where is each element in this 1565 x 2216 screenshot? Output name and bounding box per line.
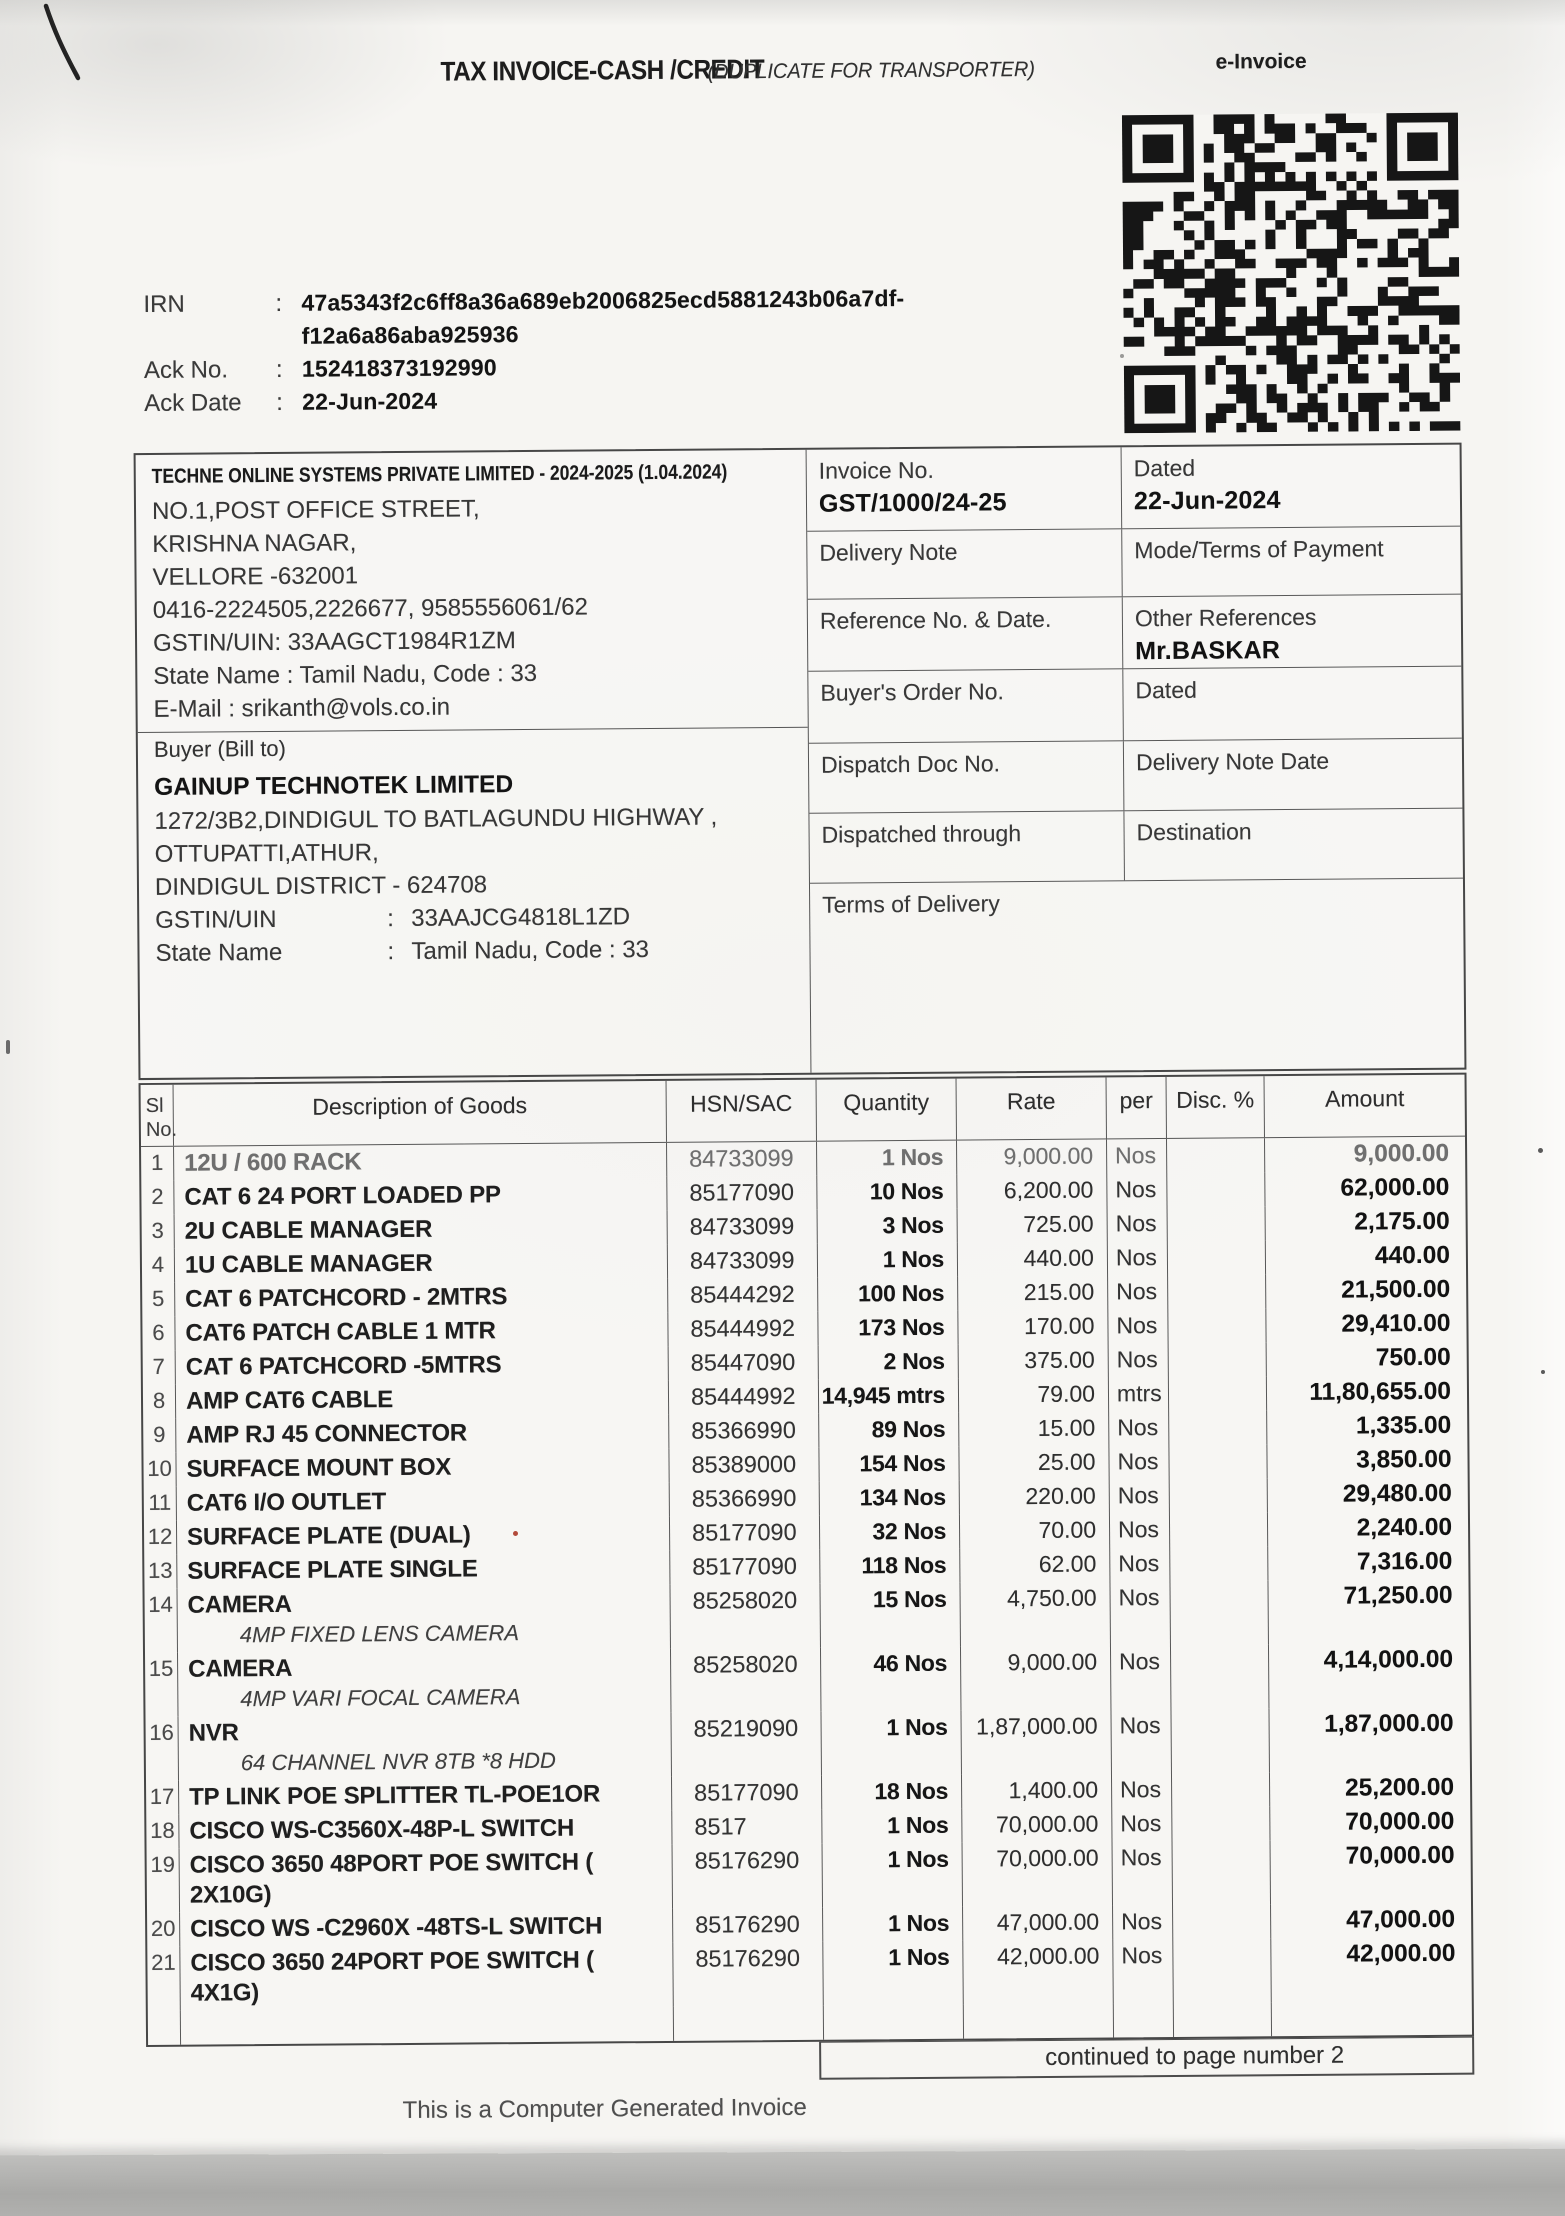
item-desc-cell: CISCO WS -C2960X -48TS-L SWITCH bbox=[180, 1909, 673, 1947]
seller-state-line: State Name : Tamil Nadu, Code : 33 bbox=[153, 659, 538, 690]
scan-speck bbox=[6, 1040, 10, 1054]
item-disc-cell bbox=[1173, 1840, 1271, 1905]
item-qty-cell: 154 Nos bbox=[819, 1447, 959, 1482]
item-rate-cell: 79.00 bbox=[959, 1377, 1109, 1412]
item-amount-cell: 29,480.00 bbox=[1342, 1479, 1452, 1508]
item-disc-cell bbox=[1171, 1644, 1269, 1709]
ack-date-label: Ack Date bbox=[144, 389, 242, 417]
terms-of-delivery-row bbox=[810, 879, 1464, 1073]
item-sl-cell: 16 bbox=[146, 1717, 180, 1781]
item-desc-cell: CAT 6 PATCHCORD - 2MTRS bbox=[175, 1279, 668, 1317]
item-disc-cell bbox=[1168, 1308, 1266, 1343]
irn-block bbox=[143, 281, 1084, 420]
buyer-gstin-label: GSTIN/UIN bbox=[155, 905, 277, 934]
item-sl-cell: 9 bbox=[143, 1419, 176, 1453]
item-rate-cell: 725.00 bbox=[958, 1207, 1108, 1242]
col-header-rate: Rate bbox=[957, 1077, 1107, 1139]
item-row bbox=[144, 1579, 1468, 1653]
scan-speck bbox=[1538, 1148, 1543, 1153]
item-qty-cell: 1 Nos bbox=[823, 1843, 963, 1908]
col-header-sl-no: Sl No. bbox=[141, 1085, 174, 1146]
item-disc-cell bbox=[1168, 1206, 1266, 1241]
item-hsn-cell: 85177090 bbox=[670, 1550, 820, 1585]
seller-gstin-line: GSTIN/UIN: 33AAGCT1984R1ZM bbox=[152, 627, 516, 657]
item-rate-cell: 1,87,000.00 bbox=[961, 1709, 1111, 1774]
seller-phone-line: 0416-2224505,2226677, 9585556061/62 bbox=[152, 593, 588, 624]
computer-generated-note: This is a Computer Generated Invoice bbox=[402, 2093, 807, 2125]
meta-row bbox=[809, 809, 1463, 884]
document-title: TAX INVOICE-CASH /CREDIT bbox=[440, 54, 765, 87]
item-rate-cell: 70,000.00 bbox=[962, 1807, 1112, 1842]
item-rate-cell: 25.00 bbox=[959, 1445, 1109, 1480]
buyer-address-line: 1272/3B2,DINDIGUL TO BATLAGUNDU HIGHWAY , bbox=[154, 803, 718, 835]
item-rate-cell: 62.00 bbox=[960, 1547, 1110, 1582]
item-per-cell: Nos bbox=[1109, 1343, 1169, 1377]
item-desc-cell: SURFACE PLATE (DUAL) bbox=[177, 1517, 670, 1555]
item-amount-cell: 47,000.00 bbox=[1346, 1905, 1456, 1934]
item-qty-cell: 18 Nos bbox=[822, 1775, 962, 1810]
terms-of-delivery-cell: Terms of Delivery bbox=[822, 890, 1000, 918]
item-sl-cell: 3 bbox=[142, 1215, 175, 1249]
mode-terms-cell: Mode/Terms of Payment bbox=[1134, 535, 1384, 564]
item-sl-cell: 11 bbox=[144, 1487, 177, 1521]
item-amount-cell: 4,14,000.00 bbox=[1323, 1645, 1454, 1674]
item-row bbox=[146, 1707, 1470, 1781]
buyer-gstin-row bbox=[155, 899, 793, 937]
col-header-disc: Disc. % bbox=[1167, 1076, 1265, 1138]
item-desc-cell: SURFACE MOUNT BOX bbox=[176, 1449, 669, 1487]
item-per-cell: mtrs bbox=[1109, 1377, 1169, 1411]
ack-date-row bbox=[144, 380, 1084, 420]
document-subtitle: (DUPLICATE FOR TRANSPORTER) bbox=[707, 57, 1036, 84]
item-amount-cell: 62,000.00 bbox=[1340, 1173, 1450, 1202]
item-per-cell: Nos bbox=[1111, 1645, 1172, 1709]
item-sl-cell: 5 bbox=[142, 1283, 175, 1317]
seller-address-line: VELLORE -632001 bbox=[152, 562, 359, 591]
item-rate-cell: 1,400.00 bbox=[962, 1773, 1112, 1808]
item-amount-cell: 7,316.00 bbox=[1356, 1547, 1453, 1576]
ack-date-value: 22-Jun-2024 bbox=[302, 387, 438, 415]
item-qty-cell: 1 Nos bbox=[823, 1941, 963, 2006]
item-qty-cell: 46 Nos bbox=[821, 1647, 961, 1712]
item-sl-cell: 21 bbox=[147, 1947, 181, 2011]
item-desc-cell: CAT 6 PATCHCORD -5MTRS bbox=[176, 1347, 669, 1385]
item-hsn-cell: 85444292 bbox=[668, 1278, 818, 1313]
item-row bbox=[145, 1643, 1469, 1717]
item-disc-cell bbox=[1170, 1546, 1268, 1581]
item-hsn-cell: 85219090 bbox=[671, 1712, 821, 1777]
item-desc-cell: CAT 6 24 PORT LOADED PP bbox=[174, 1177, 667, 1215]
item-sl-cell: 13 bbox=[144, 1555, 177, 1589]
item-rate-cell: 9,000.00 bbox=[961, 1645, 1111, 1710]
item-hsn-cell: 85177090 bbox=[670, 1516, 820, 1551]
item-amount-cell: 42,000.00 bbox=[1346, 1939, 1456, 1968]
item-disc-cell bbox=[1171, 1708, 1269, 1773]
item-rate-cell: 215.00 bbox=[958, 1275, 1108, 1310]
item-rate-cell: 70.00 bbox=[960, 1513, 1110, 1548]
item-sl-cell: 19 bbox=[147, 1849, 181, 1913]
item-qty-cell: 89 Nos bbox=[819, 1413, 959, 1448]
item-rate-cell: 4,750.00 bbox=[960, 1581, 1110, 1646]
item-amount-cell: 21,500.00 bbox=[1341, 1275, 1451, 1304]
item-per-cell: Nos bbox=[1107, 1173, 1167, 1207]
item-amount-cell: 25,200.00 bbox=[1344, 1773, 1455, 1802]
item-disc-cell bbox=[1173, 1904, 1271, 1939]
item-sl-cell: 17 bbox=[146, 1781, 179, 1815]
item-rate-cell: 47,000.00 bbox=[963, 1905, 1113, 1940]
buyer-address-line: OTTUPATTI,ATHUR, bbox=[154, 839, 379, 868]
col-header-quantity: Quantity bbox=[817, 1079, 957, 1141]
item-desc-cell: CISCO 3650 24PORT POE SWITCH ( 4X1G) bbox=[180, 1943, 673, 2011]
meta-row bbox=[809, 739, 1463, 814]
item-desc-cell: TP LINK POE SPLITTER TL-POE1OR bbox=[179, 1777, 672, 1815]
party-column bbox=[136, 450, 812, 1078]
item-disc-cell bbox=[1167, 1172, 1265, 1207]
dated-cell: Dated 22-Jun-2024 bbox=[1133, 454, 1281, 516]
item-hsn-cell: 85444992 bbox=[669, 1380, 819, 1415]
item-qty-cell: 173 Nos bbox=[818, 1311, 958, 1346]
ack-no-value: 152418373192990 bbox=[301, 354, 497, 382]
item-desc-cell: 2U CABLE MANAGER bbox=[175, 1211, 668, 1249]
item-desc-cell: CAMERA 4MP VARI FOCAL CAMERA bbox=[178, 1649, 671, 1717]
meta-row bbox=[807, 445, 1461, 532]
item-desc-cell: CAMERA 4MP FIXED LENS CAMERA bbox=[177, 1585, 670, 1653]
continued-notice: continued to page number 2 bbox=[819, 2037, 1474, 2080]
item-sl-cell: 20 bbox=[147, 1913, 180, 1947]
item-rate-cell: 15.00 bbox=[959, 1411, 1109, 1446]
items-table bbox=[139, 1073, 1475, 2047]
item-rate-cell: 375.00 bbox=[959, 1343, 1109, 1378]
item-sl-cell: 15 bbox=[145, 1653, 179, 1717]
item-hsn-cell: 85258020 bbox=[671, 1648, 821, 1713]
item-hsn-cell: 8517 bbox=[672, 1810, 822, 1845]
item-disc-cell bbox=[1169, 1376, 1267, 1411]
item-qty-cell: 1 Nos bbox=[822, 1809, 962, 1844]
reference-cell: Reference No. & Date. bbox=[808, 597, 1124, 670]
einvoice-label: e-Invoice bbox=[1215, 49, 1307, 74]
item-disc-cell bbox=[1172, 1806, 1270, 1841]
item-disc-cell bbox=[1172, 1772, 1270, 1807]
buyer-state-label: State Name bbox=[155, 938, 283, 967]
item-desc-cell: AMP CAT6 CABLE bbox=[176, 1381, 669, 1419]
items-body bbox=[141, 1137, 1472, 2045]
item-amount-cell: 1,87,000.00 bbox=[1324, 1709, 1454, 1738]
item-hsn-cell: 85176290 bbox=[673, 1942, 823, 2007]
item-desc-cell: SURFACE PLATE SINGLE bbox=[177, 1551, 670, 1589]
item-amount-cell: 2,175.00 bbox=[1354, 1207, 1450, 1236]
item-sl-cell: 4 bbox=[142, 1249, 175, 1283]
buyers-order-cell: Buyer's Order No. bbox=[808, 669, 1124, 742]
item-hsn-cell: 85444992 bbox=[668, 1312, 818, 1347]
item-hsn-cell: 85389000 bbox=[669, 1448, 819, 1483]
colon-separator: : bbox=[387, 905, 395, 933]
irn-label: IRN bbox=[143, 290, 185, 319]
item-row bbox=[147, 1839, 1471, 1913]
item-sl-cell: 2 bbox=[141, 1181, 174, 1215]
item-sl-cell: 18 bbox=[146, 1815, 179, 1849]
item-desc-cell: CISCO WS-C3560X-48P-L SWITCH bbox=[179, 1811, 672, 1849]
item-disc-cell bbox=[1168, 1240, 1266, 1275]
item-per-cell: Nos bbox=[1108, 1309, 1168, 1343]
item-per-cell: Nos bbox=[1110, 1513, 1170, 1547]
item-sl-cell: 8 bbox=[143, 1385, 176, 1419]
item-rate-cell: 170.00 bbox=[958, 1309, 1108, 1344]
seller-name: TECHNE ONLINE SYSTEMS PRIVATE LIMITED - 2024-2025 (1.04.2024) bbox=[151, 460, 728, 488]
item-rate-cell: 220.00 bbox=[960, 1479, 1110, 1514]
scan-speck bbox=[1120, 354, 1124, 358]
item-hsn-cell: 85176290 bbox=[673, 1908, 823, 1943]
irn-row bbox=[143, 281, 1083, 354]
item-desc-cell: AMP RJ 45 CONNECTOR bbox=[176, 1415, 669, 1453]
item-amount-cell: 1,335.00 bbox=[1355, 1411, 1452, 1440]
item-amount-cell: 71,250.00 bbox=[1343, 1581, 1453, 1610]
item-amount-cell: 29,410.00 bbox=[1341, 1309, 1451, 1338]
invoice-meta-column bbox=[807, 445, 1465, 1073]
item-row bbox=[147, 1937, 1471, 2011]
pen-mark bbox=[38, 2, 108, 92]
item-amount-cell: 750.00 bbox=[1375, 1343, 1451, 1372]
meta-row bbox=[808, 667, 1462, 744]
ack-no-label: Ack No. bbox=[143, 356, 229, 384]
item-sl-cell: 12 bbox=[144, 1521, 177, 1555]
item-disc-cell bbox=[1170, 1512, 1268, 1547]
item-hsn-cell: 85366990 bbox=[670, 1482, 820, 1517]
scan-bottom-band bbox=[0, 2149, 1565, 2216]
dispatch-doc-cell: Dispatch Doc No. bbox=[809, 741, 1125, 812]
dated2-cell: Dated bbox=[1135, 676, 1197, 704]
item-rate-cell: 42,000.00 bbox=[963, 1939, 1113, 2004]
delivery-note-cell: Delivery Note bbox=[807, 529, 1123, 598]
item-qty-cell: 32 Nos bbox=[820, 1515, 960, 1550]
item-qty-cell: 1 Nos bbox=[821, 1711, 961, 1776]
col-header-description: Description of Goods bbox=[174, 1081, 667, 1146]
item-per-cell: Nos bbox=[1112, 1773, 1172, 1807]
item-desc-cell: NVR 64 CHANNEL NVR 8TB *8 HDD bbox=[179, 1713, 672, 1781]
item-per-cell: Nos bbox=[1110, 1547, 1170, 1581]
item-qty-cell: 100 Nos bbox=[818, 1277, 958, 1312]
meta-row bbox=[807, 527, 1461, 600]
item-sl-cell: 14 bbox=[144, 1589, 178, 1653]
buyer-state-row bbox=[155, 932, 793, 970]
scan-speck bbox=[1541, 1370, 1545, 1374]
buyer-state-value: Tamil Nadu, Code : 33 bbox=[411, 936, 650, 965]
buyer-section-label: Buyer (Bill to) bbox=[138, 727, 808, 767]
item-disc-cell bbox=[1170, 1478, 1268, 1513]
item-disc-cell bbox=[1170, 1580, 1268, 1645]
item-qty-cell: 10 Nos bbox=[817, 1175, 957, 1210]
item-hsn-cell: 85258020 bbox=[670, 1584, 820, 1649]
item-hsn-cell: 84733099 bbox=[668, 1210, 818, 1245]
item-hsn-cell: 85177090 bbox=[667, 1176, 817, 1211]
item-sl-cell: 7 bbox=[143, 1351, 176, 1385]
item-per-cell: Nos bbox=[1110, 1479, 1170, 1513]
item-amount-cell: 70,000.00 bbox=[1345, 1841, 1455, 1870]
item-hsn-cell: 85176290 bbox=[673, 1844, 823, 1909]
item-desc-cell: CAT6 PATCH CABLE 1 MTR bbox=[175, 1313, 668, 1351]
item-hsn-cell: 85366990 bbox=[669, 1414, 819, 1449]
buyer-gstin-value: 33AAJCG4818L1ZD bbox=[411, 903, 631, 932]
item-per-cell: Nos bbox=[1108, 1275, 1168, 1309]
item-amount-cell: 2,240.00 bbox=[1356, 1513, 1453, 1542]
scan-speck bbox=[513, 1531, 518, 1536]
item-per-cell: Nos bbox=[1109, 1445, 1169, 1479]
item-per-cell: Nos bbox=[1109, 1411, 1169, 1445]
item-qty-cell: 1 Nos bbox=[818, 1243, 958, 1278]
colon-separator: : bbox=[387, 938, 395, 966]
item-qty-cell: 2 Nos bbox=[819, 1345, 959, 1380]
item-per-cell: Nos bbox=[1110, 1581, 1171, 1645]
delivery-note-date-cell: Delivery Note Date bbox=[1135, 747, 1330, 776]
item-rate-cell: 70,000.00 bbox=[963, 1841, 1113, 1906]
item-sl-cell: 10 bbox=[143, 1453, 176, 1487]
col-header-per: per bbox=[1107, 1077, 1167, 1138]
item-per-cell: Nos bbox=[1108, 1207, 1168, 1241]
destination-cell: Destination bbox=[1136, 818, 1252, 846]
item-qty-cell: 3 Nos bbox=[818, 1209, 958, 1244]
item-per-cell: Nos bbox=[1112, 1807, 1172, 1841]
invoice-no-cell: Invoice No. GST/1000/24-25 bbox=[807, 447, 1123, 530]
seller-address-line: KRISHNA NAGAR, bbox=[152, 529, 357, 558]
item-per-cell: Nos bbox=[1111, 1709, 1172, 1773]
buyer-address-line: DINDIGUL DISTRICT - 624708 bbox=[154, 871, 488, 901]
irn-value: 47a5343f2c6ff8a36a689eb2006825ecd5881243b06a7df- f12a6a86aba925936 bbox=[301, 285, 905, 349]
item-per-cell: Nos bbox=[1113, 1905, 1173, 1939]
item-hsn-cell: 84733099 bbox=[668, 1244, 818, 1279]
item-disc-cell bbox=[1169, 1444, 1267, 1479]
item-hsn-cell: 85447090 bbox=[669, 1346, 819, 1381]
colon-separator: : bbox=[275, 289, 283, 317]
item-rate-cell: 9,000.00 bbox=[957, 1139, 1107, 1174]
item-rate-cell: 6,200.00 bbox=[957, 1173, 1107, 1208]
seller-block bbox=[136, 450, 808, 726]
seller-address-line: NO.1,POST OFFICE STREET, bbox=[151, 495, 480, 525]
item-qty-cell: 15 Nos bbox=[820, 1583, 960, 1648]
item-per-cell: Nos bbox=[1107, 1139, 1167, 1173]
item-desc-cell: 1U CABLE MANAGER bbox=[175, 1245, 668, 1283]
item-qty-cell: 134 Nos bbox=[820, 1481, 960, 1516]
other-references-cell: Other References Mr.BASKAR bbox=[1134, 603, 1317, 666]
item-disc-cell bbox=[1169, 1342, 1267, 1377]
col-header-amount: Amount bbox=[1324, 1085, 1405, 1112]
item-disc-cell bbox=[1173, 1938, 1271, 2003]
party-and-meta-box bbox=[134, 443, 1467, 1080]
buyer-block bbox=[138, 762, 810, 974]
item-rate-cell: 440.00 bbox=[958, 1241, 1108, 1276]
item-amount-cell: 440.00 bbox=[1374, 1241, 1451, 1270]
e-invoice-qr-code bbox=[1122, 113, 1460, 434]
seller-email-line: E-Mail : srikanth@vols.co.in bbox=[153, 693, 451, 723]
buyer-name: GAINUP TECHNOTEK LIMITED bbox=[154, 771, 514, 801]
item-sl-cell: 1 bbox=[141, 1147, 174, 1181]
col-header-hsn: HSN/SAC bbox=[667, 1080, 817, 1142]
item-per-cell: Nos bbox=[1113, 1939, 1174, 2003]
item-disc-cell bbox=[1168, 1274, 1266, 1309]
item-per-cell: Nos bbox=[1108, 1241, 1168, 1275]
item-desc-cell: CISCO 3650 48PORT POE SWITCH ( 2X10G) bbox=[180, 1845, 673, 1913]
item-desc-cell: 12U / 600 RACK bbox=[174, 1143, 667, 1181]
colon-separator: : bbox=[276, 388, 283, 416]
item-disc-cell bbox=[1167, 1138, 1265, 1173]
items-table-header bbox=[141, 1075, 1465, 1147]
item-qty-cell: 14,945 mtrs bbox=[819, 1379, 959, 1414]
colon-separator: : bbox=[275, 355, 283, 383]
item-qty-cell: 118 Nos bbox=[820, 1549, 960, 1584]
item-amount-cell: 11,80,655.00 bbox=[1309, 1377, 1452, 1406]
item-sl-cell: 6 bbox=[142, 1317, 175, 1351]
item-amount-cell: 9,000.00 bbox=[1353, 1139, 1450, 1168]
item-desc-cell: CAT6 I/O OUTLET bbox=[177, 1483, 670, 1521]
item-qty-cell: 1 Nos bbox=[817, 1141, 957, 1176]
item-amount-cell: 3,850.00 bbox=[1356, 1445, 1452, 1474]
item-disc-cell bbox=[1169, 1410, 1267, 1445]
item-qty-cell: 1 Nos bbox=[823, 1907, 963, 1942]
item-hsn-cell: 85177090 bbox=[672, 1776, 822, 1811]
item-amount-cell: 70,000.00 bbox=[1345, 1807, 1455, 1836]
item-per-cell: Nos bbox=[1113, 1841, 1174, 1905]
item-hsn-cell: 84733099 bbox=[667, 1142, 817, 1177]
dispatched-through-cell: Dispatched through bbox=[809, 811, 1125, 882]
meta-row bbox=[808, 595, 1462, 672]
